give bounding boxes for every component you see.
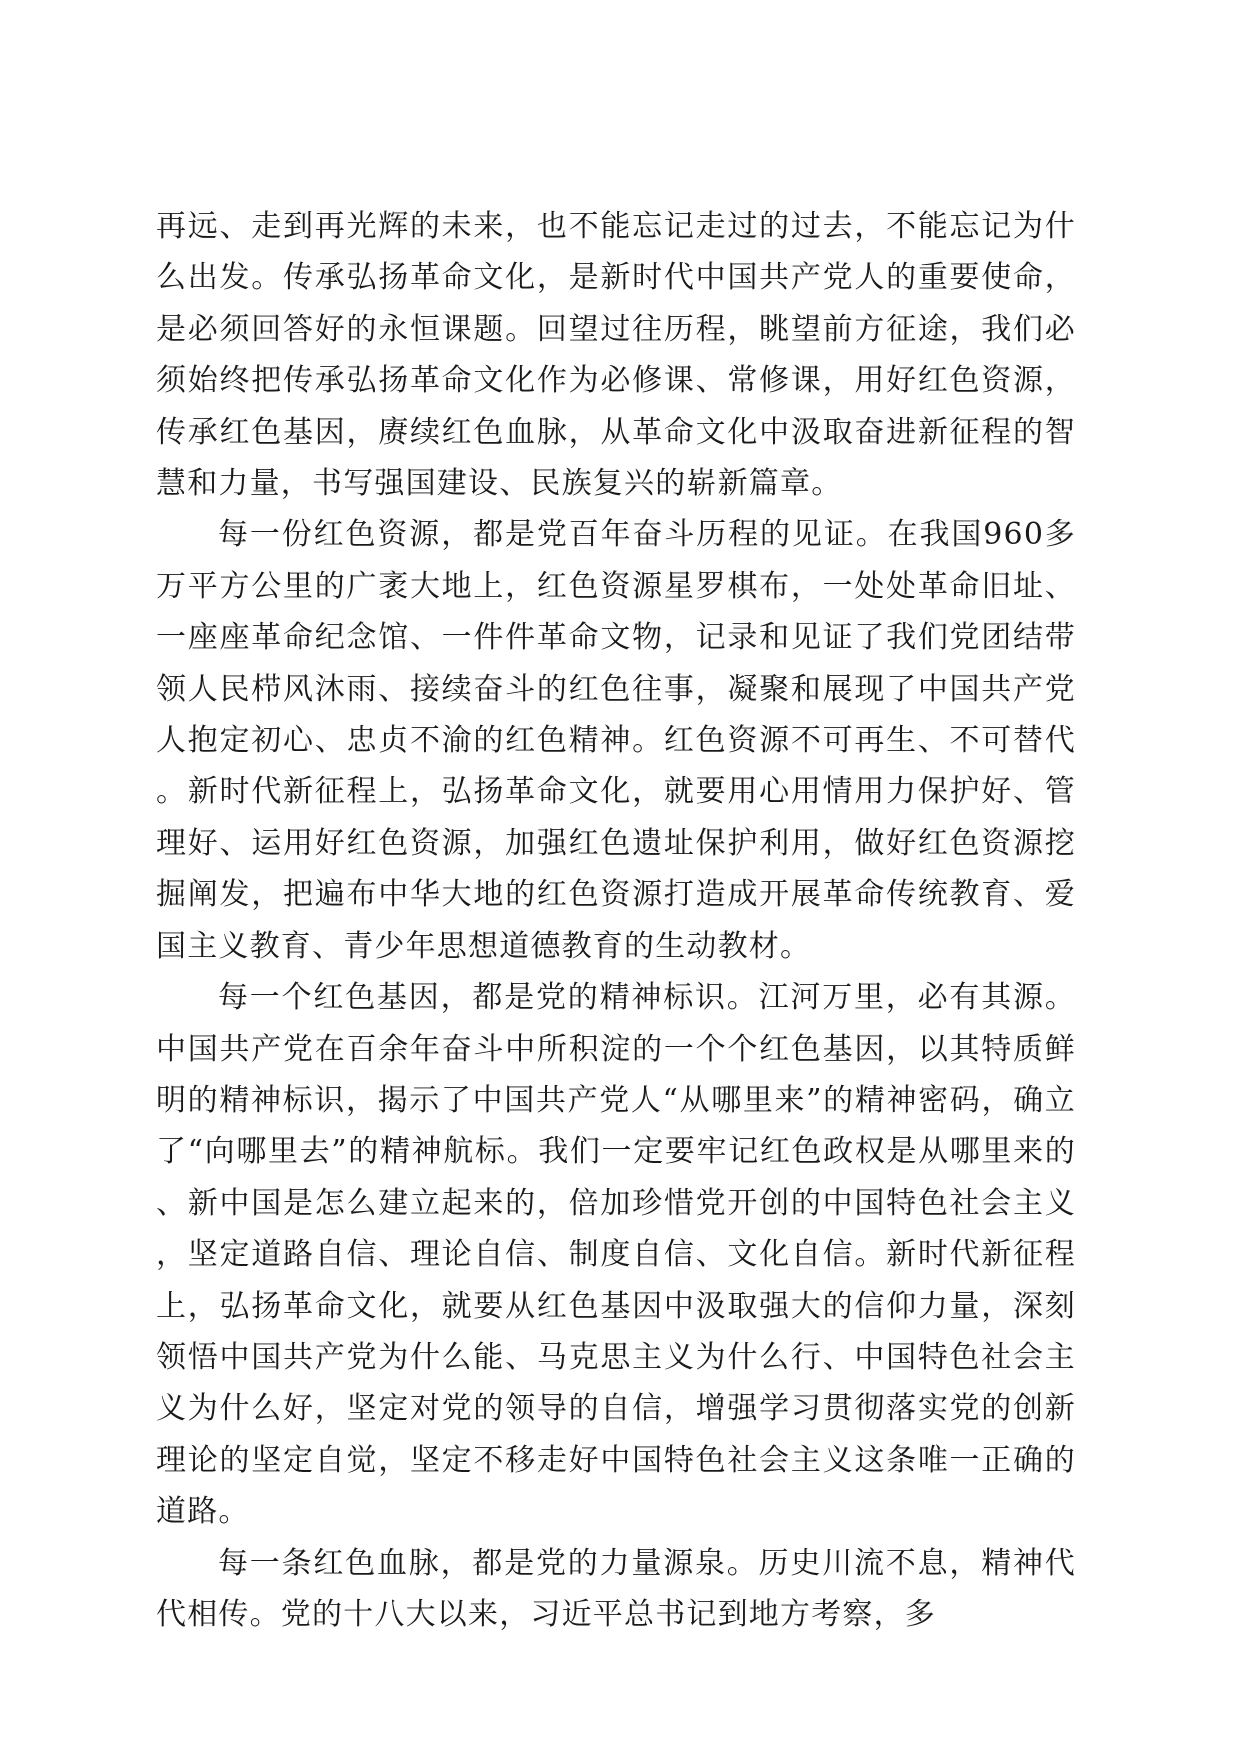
paragraph-3: 每一个红色基因，都是党的精神标识。江河万里，必有其源。中国共产党在百余年奋斗中所积淀的一个个红色基因，以其特质鲜明的精神标识，揭示了中国共产党人“从哪里来”的精神密码，确立了“向哪里去”的精神航标。我们一定要牢记红色政权是从哪里来的、新中国是怎么建立起来的，倍加珍惜党开创的中国特色社会主义，坚定道路自信、理论自信、制度自信、文化自信。新时代新征程上，弘扬革命文化，就要从红色基因中汲取强大的信仰力量，深刻领悟中国共产党为什么能、马克思主义为什么行、中国特色社会主义为什么好，坚定对党的领导的自信，增强学习贯彻落实党的创新理论的坚定自觉，坚定不移走好中国特色社会主义这条唯一正确的道路。	[156, 980, 1076, 1530]
paragraph-2: 每一份红色资源，都是党百年奋斗历程的见证。在我国960多万平方公里的广袤大地上，红色资源星罗棋布，一处处革命旧址、一座座革命纪念馆、一件件革命文物，记录和见证了我们党团结带领人民栉风沐雨、接续奋斗的红色往事，凝聚和展现了中国共产党人抱定初心、忠贞不渝的红色精神。红色资源不可再生、不可替代。新时代新征程上，弘扬革命文化，就要用心用情用力保护好、管理好、运用好红色资源，加强红色遗址保护利用，做好红色资源挖掘阐发，把遍布中华大地的红色资源打造成开展革命传统教育、爱国主义教育、青少年思想道德教育的生动教材。	[156, 517, 1076, 964]
paragraph-4: 每一条红色血脉，都是党的力量源泉。历史川流不息，精神代代相传。党的十八大以来，习近平总书记到地方考察，多	[156, 1545, 1076, 1632]
document-body	[156, 201, 1076, 1640]
paragraph-1: 再远、走到再光辉的未来，也不能忘记走过的过去，不能忘记为什么出发。传承弘扬革命文化，是新时代中国共产党人的重要使命，是必须回答好的永恒课题。回望过往历程，眺望前方征途，我们必须始终把传承弘扬革命文化作为必修课、常修课，用好红色资源，传承红色基因，赓续红色血脉，从革命文化中汲取奋进新征程的智慧和力量，书写强国建设、民族复兴的崭新篇章。	[156, 209, 1076, 502]
